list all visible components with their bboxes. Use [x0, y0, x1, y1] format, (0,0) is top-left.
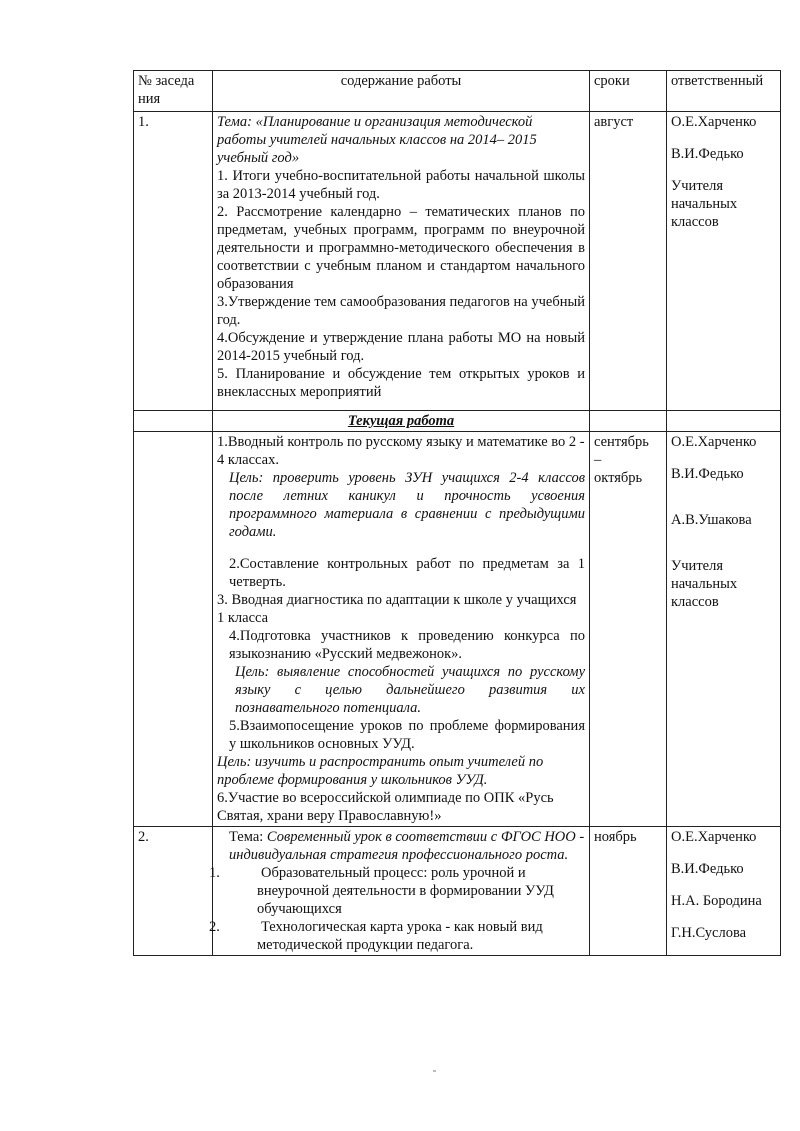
meeting-2-content: [209, 827, 590, 956]
meeting-1-responsible: [667, 112, 781, 411]
meeting-1-item-5: 5. Планирование и обсуждение тем открытых уроков и внеклассных мероприятий: [217, 366, 585, 400]
current-work-term: сентябрь – октябрь: [590, 432, 667, 827]
meeting-1-number: 1.: [134, 112, 213, 411]
current-item-4-goal: Цель: выявление способностей учащихся по русскому языку с целью дальнейшего развития их познавательного потенциала.: [235, 664, 585, 716]
current-work-content: [213, 432, 590, 827]
current-item-2: 2.Составление контрольных работ по предметам за 1 четверть.: [229, 556, 585, 590]
scan-speck: [433, 1070, 436, 1072]
meeting-2-responsible: [667, 827, 781, 956]
meeting-2-item-1: 1. Образовательный процесс: роль урочной и внеурочной деятельности в формировании УУД обучающихся: [209, 865, 554, 917]
work-plan-table: [133, 70, 781, 956]
meeting-1-item-4: 4.Обсуждение и утверждение плана работы МО на новый 2014-2015 учебный год.: [217, 330, 585, 364]
responsible-person: О.Е.Харченко: [671, 829, 757, 845]
meeting-1-term: август: [590, 112, 667, 411]
responsible-person: В.И.Федько: [671, 146, 744, 162]
header-terms: сроки: [590, 71, 667, 112]
header-meeting-number: № заседа ния: [134, 71, 213, 112]
responsible-person: О.Е.Харченко: [671, 114, 757, 130]
current-item-5: 5.Взаимопосещение уроков по проблеме формирования у школьников основных УУД.: [229, 718, 585, 752]
current-work-heading-row: [134, 411, 781, 432]
meeting-2-theme: Современный урок в соответствии с ФГОС НОО - индивидуальная стратегия профессионального роста.: [229, 829, 585, 863]
responsible-person: В.И.Федько: [671, 466, 744, 482]
table-header-row: [134, 71, 781, 112]
current-item-1: 1.Вводный контроль по русскому языку и математике во 2 - 4 классах.: [217, 434, 585, 468]
current-work-row: [134, 432, 781, 827]
meeting-1-content: [213, 112, 590, 411]
current-item-5-goal: Цель: изучить и распространить опыт учителей по проблеме формирования у школьников УУД.: [217, 754, 544, 788]
meeting-1-row: [134, 112, 781, 411]
header-responsible: ответственный: [667, 71, 781, 112]
responsible-person: А.В.Ушакова: [671, 512, 752, 528]
meeting-2-number: 2.: [134, 827, 213, 956]
current-item-4: 4.Подготовка участников к проведению конкурса по языкознанию «Русский медвежонок».: [229, 628, 585, 662]
meeting-1-theme: Тема: «Планирование и организация методической работы учителей начальных классов на 2014– 2015 учебный год»: [217, 114, 537, 166]
responsible-person: Г.Н.Суслова: [671, 925, 747, 941]
meeting-2-term: ноябрь: [590, 827, 667, 956]
responsible-person: Учителя начальных классов: [671, 558, 738, 610]
current-item-3: 3. Вводная диагностика по адаптации к школе у учащихся 1 класса: [217, 592, 577, 626]
plan-sheet: [133, 70, 780, 956]
meeting-2-item-2: 2. Технологическая карта урока - как новый вид методической продукции педагога.: [209, 919, 543, 953]
meeting-1-item-3: 3.Утверждение тем самообразования педагогов на учебный год.: [217, 294, 585, 328]
current-work-heading: Текущая работа: [213, 411, 590, 432]
responsible-person: Учителя начальных классов: [671, 178, 738, 230]
meeting-1-item-2: 2. Рассмотрение календарно – тематических планов по предметам, учебных программ, программ по внеурочной деятельности и программно-методического обеспечения в соответствии с учебным планом и стандартом начального образования: [217, 204, 585, 292]
header-content: содержание работы: [213, 71, 590, 112]
current-item-6: 6.Участие во всероссийской олимпиаде по ОПК «Русь Святая, храни веру Православную!»: [217, 790, 554, 824]
current-item-1-goal: Цель: проверить уровень ЗУН учащихся 2-4 классов после летних каникул и прочность усвоения программного материала в сравнении с предыдущими годами.: [229, 470, 585, 540]
current-work-responsible: [667, 432, 781, 827]
meeting-1-item-1: 1. Итоги учебно-воспитательной работы начальной школы за 2013-2014 учебный год.: [217, 168, 585, 202]
responsible-person: В.И.Федько: [671, 861, 744, 877]
responsible-person: Н.А. Бородина: [671, 893, 762, 909]
responsible-person: О.Е.Харченко: [671, 434, 757, 450]
meeting-2-row: [134, 827, 781, 956]
meeting-2-theme-label: Тема:: [229, 829, 267, 845]
